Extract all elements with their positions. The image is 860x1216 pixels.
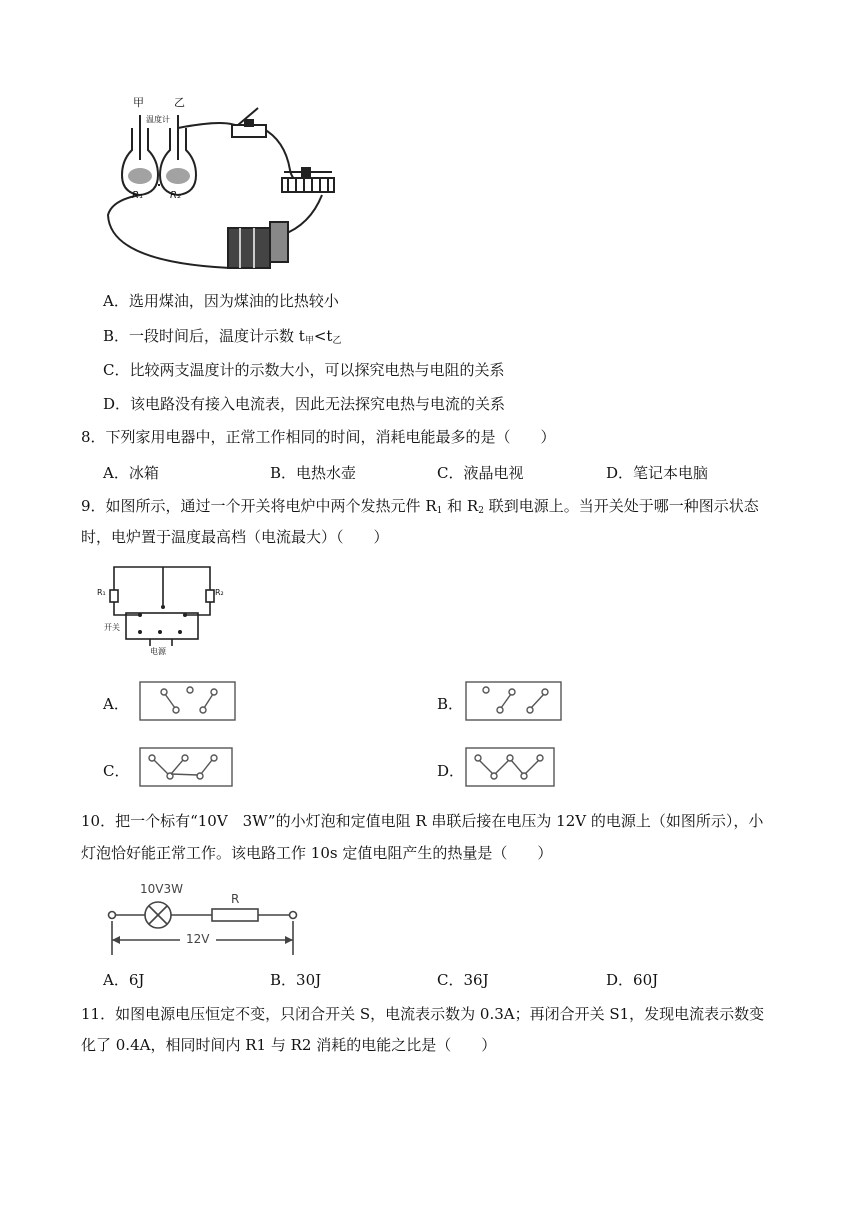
q11-stem-line1: 11．如图电源电压恒定不变，只闭合开关 S，电流表示数为 0.3A；再闭合开关 S1，发现电流表示数变 [81, 1005, 765, 1023]
q9-stem-b: 和 R [442, 497, 479, 515]
q8-stem: 8．下列家用电器中，正常工作相同的时间，消耗电能最多的是（ ） [81, 428, 556, 446]
q10-lamp-label: 10V3W [140, 882, 183, 896]
q8-option-c: C．液晶电视 [437, 464, 524, 482]
q7-label-yi: 乙 [174, 96, 185, 109]
q9-stem-sub1: 1 [436, 506, 443, 516]
q9-label-r1: R₁ [97, 588, 106, 597]
q7-option-b-sub1: 甲 [304, 336, 314, 346]
q8-option-a: A．冰箱 [103, 464, 159, 482]
q10-voltage-label: 12V [186, 932, 210, 946]
q9-label-switch: 开关 [104, 623, 120, 632]
q9-option-a: A． [103, 695, 129, 713]
q7-label-thermometer: 温度计 [146, 115, 170, 124]
q9-stem-line2: 时，电炉置于温度最高档（电流最大）（ ） [81, 528, 389, 546]
q10-stem-line2: 灯泡恰好能正常工作。该电路工作 10s 定值电阻产生的热量是（ ） [81, 844, 553, 862]
q7-label-r2: R₂ [170, 190, 181, 201]
q7-option-b-sub2: 乙 [332, 336, 342, 346]
q10-option-d: D．60J [606, 971, 659, 989]
q10-option-c: C．36J [437, 971, 489, 989]
q7-option-c: C．比较两支温度计的示数大小，可以探究电热与电阻的关系 [103, 361, 505, 379]
q11-stem-line2: 化了 0.4A，相同时间内 R1 与 R2 消耗的电能之比是（ ） [81, 1036, 497, 1054]
q7-option-b-mid: <t [313, 327, 333, 345]
q9-stem-sub2: 2 [478, 506, 484, 516]
q9-stem-c: 联到电源上。当开关处于哪一种图示状态 [483, 497, 759, 515]
q9-option-b: B． [437, 695, 464, 713]
q9-option-d: D． [437, 762, 465, 780]
q7-option-b-prefix: B．一段时间后，温度计示数 t [103, 327, 305, 345]
q9-stem-line1 [81, 496, 759, 521]
q10-resistor-label: R [231, 892, 240, 906]
q8-option-b: B．电热水壶 [270, 464, 357, 482]
q10-stem-line1: 10．把一个标有“10V 3W”的小灯泡和定值电阻 R 串联后接在电压为 12V 的电源上（如图所示），小 [81, 812, 764, 830]
q9-label-r2: R₂ [215, 588, 224, 597]
q9-stem-a: 9．如图所示，通过一个开关将电炉中两个发热元件 R [81, 497, 437, 515]
q10-option-b: B．30J [270, 971, 322, 989]
q9-option-c: C． [103, 762, 130, 780]
q7-option-b [103, 326, 341, 351]
q7-label-r1: R₁ [132, 190, 143, 201]
q9-label-source: 电源 [150, 647, 166, 656]
q7-option-d: D．该电路没有接入电流表，因此无法探究电热与电流的关系 [103, 395, 506, 413]
q7-label-jia: 甲 [133, 96, 144, 109]
q7-option-a: A．选用煤油，因为煤油的比热较小 [103, 292, 339, 310]
q10-option-a: A．6J [103, 971, 145, 989]
q8-option-d: D．笔记本电脑 [606, 464, 709, 482]
